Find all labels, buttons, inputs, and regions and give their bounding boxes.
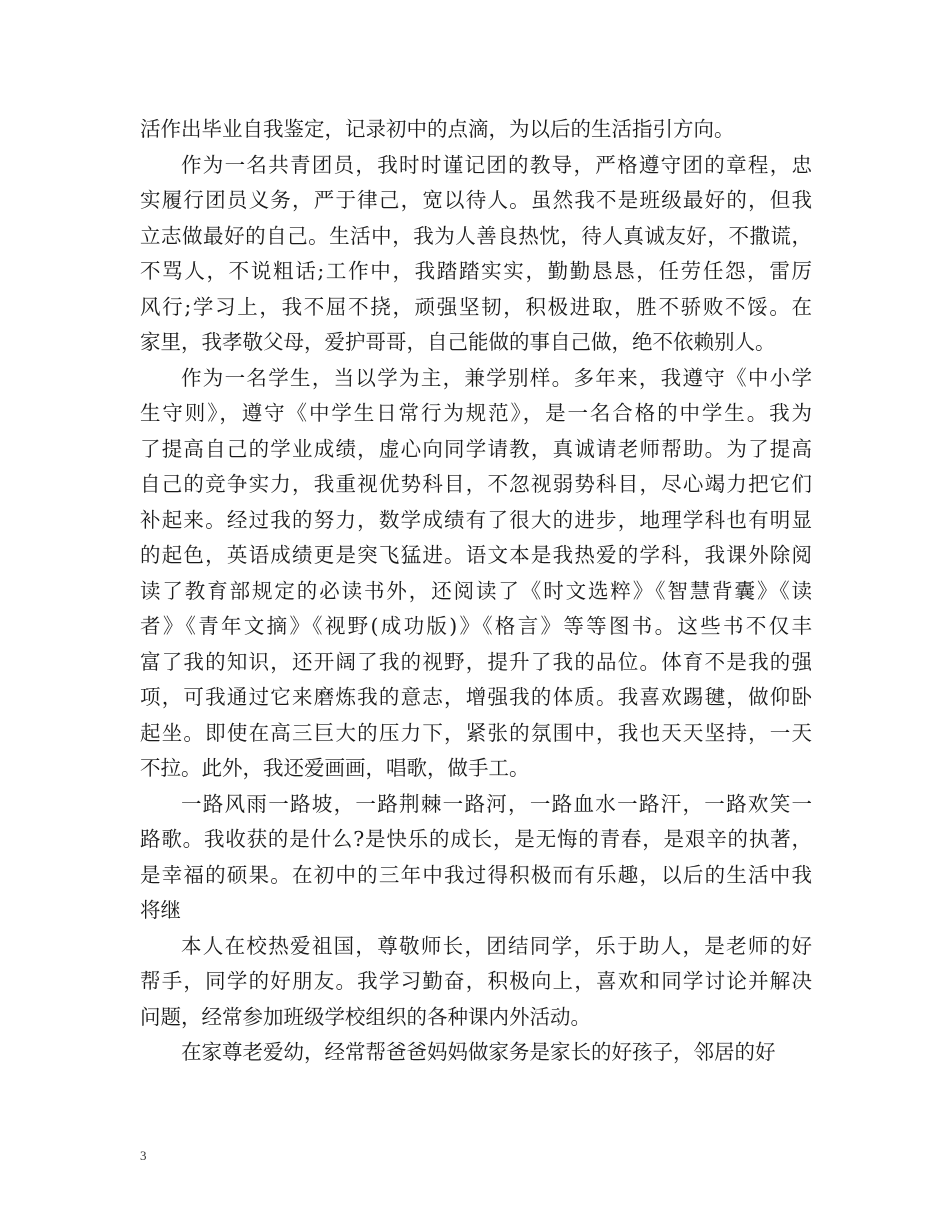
- text-line: 作为一名学生，当以学为主，兼学别样。多年来，我遵守《中小学: [181, 365, 812, 390]
- text-line: 本人在校热爱祖国，尊敬师长，团结同学，乐于助人，是老师的好: [181, 933, 812, 958]
- text-line: 一路风雨一路坡，一路荆棘一路河，一路血水一路汗，一路欢笑一: [181, 791, 812, 816]
- text-line: 读了教育部规定的必读书外，还阅读了《时文选粹》《智慧背囊》《读: [140, 578, 812, 603]
- text-line: 帮手，同学的好朋友。我学习勤奋，积极向上，喜欢和同学讨论并解决: [140, 969, 812, 993]
- text-line: 不骂人，不说粗话;工作中，我踏踏实实，勤勤恳恳，任劳任怨，雷厉: [140, 259, 812, 283]
- text-line: 实履行团员义务，严于律己，宽以待人。虽然我不是班级最好的，但我: [140, 188, 812, 212]
- text-line: 了提高自己的学业成绩，虚心向同学请教，真诚请老师帮助。为了提高: [140, 436, 812, 461]
- text-line: 的起色，英语成绩更是突飞猛进。语文本是我热爱的学科，我课外除阅: [140, 543, 812, 567]
- text-line: 将继: [140, 898, 181, 922]
- text-line: 生守则》，遵守《中学生日常行为规范》，是一名合格的中学生。我为: [140, 401, 812, 425]
- text-line: 在家尊老爱幼，经常帮爸爸妈妈做家务是家长的好孩子，邻居的好: [181, 1040, 776, 1064]
- text-line: 问题，经常参加班级学校组织的各种课内外活动。: [140, 1004, 591, 1029]
- text-line: 家里，我孝敬父母，爱护哥哥，自己能做的事自己做，绝不依赖别人。: [140, 330, 776, 354]
- text-line: 作为一名共青团员，我时时谨记团的教导，严格遵守团的章程，忠: [181, 152, 812, 177]
- text-line: 是幸福的硕果。在初中的三年中我过得积极而有乐趣，以后的生活中我: [140, 862, 812, 887]
- text-line: 者》《青年文摘》《视野(成功版)》《格言》等等图书。这些书不仅丰: [140, 614, 812, 638]
- text-line: 活作出毕业自我鉴定，记录初中的点滴，为以后的生活指引方向。: [140, 117, 735, 141]
- paragraph: [140, 112, 812, 148]
- document-body: [140, 112, 812, 1071]
- paragraph: [140, 1035, 812, 1071]
- text-line: 不拉。此外，我还爱画画，唱歌，做手工。: [140, 756, 530, 780]
- text-line: 路歌。我收获的是什么?是快乐的成长，是无悔的青春，是艰辛的执著，: [140, 827, 812, 851]
- text-line: 立志做最好的自己。生活中，我为人善良热忱，待人真诚友好，不撒谎，: [140, 223, 812, 248]
- page-number: 3: [140, 1148, 147, 1163]
- paragraph: [140, 929, 812, 1036]
- paragraph: [140, 148, 812, 361]
- text-line: 补起来。经过我的努力，数学成绩有了很大的进步，地理学科也有明显: [140, 507, 812, 532]
- text-line: 自己的竞争实力，我重视优势科目，不忽视弱势科目，尽心竭力把它们: [140, 472, 812, 496]
- text-line: 项，可我通过它来磨炼我的意志，增强我的体质。我喜欢踢毽，做仰卧: [140, 685, 812, 709]
- text-line: 富了我的知识，还开阔了我的视野，提升了我的品位。体育不是我的强: [140, 649, 812, 674]
- paragraph: [140, 787, 812, 929]
- text-line: 风行;学习上，我不屈不挠，顽强坚韧，积极进取，胜不骄败不馁。在: [140, 294, 812, 319]
- paragraph: [140, 361, 812, 787]
- text-line: 起坐。即使在高三巨大的压力下，紧张的氛围中，我也天天坚持，一天: [140, 720, 812, 745]
